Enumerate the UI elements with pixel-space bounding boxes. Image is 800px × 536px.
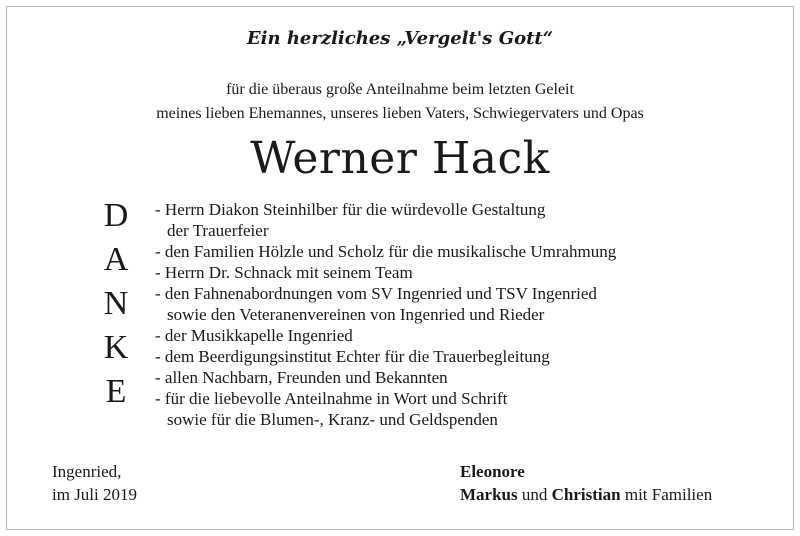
place-date	[52, 460, 137, 506]
danke-letter: K	[103, 329, 129, 366]
thanks-item: - den Familien Hölzle und Scholz für die musikalische Umrahmung	[155, 242, 617, 261]
date: im Juli 2019	[52, 485, 138, 504]
thanks-item-continuation: der Trauerfeier	[167, 221, 269, 240]
danke-letter: A	[103, 241, 129, 278]
signature-connector: mit Familien	[620, 485, 713, 504]
thanks-item: - allen Nachbarn, Freunden und Bekannten	[155, 368, 448, 387]
signature-name: Christian	[551, 485, 621, 504]
intro-text	[0, 78, 800, 126]
thanks-item: - Herrn Diakon Steinhilber für die würdevolle Gestaltung	[155, 200, 546, 219]
thanks-item-continuation: sowie den Veteranenvereinen von Ingenried und Rieder	[167, 305, 545, 324]
thanks-item: - den Fahnenabordnungen vom SV Ingenried und TSV Ingenried	[155, 284, 597, 303]
thanks-item: - der Musikkapelle Ingenried	[155, 326, 353, 345]
thanks-item: - Herrn Dr. Schnack mit seinem Team	[155, 263, 413, 282]
intro-line-2: meines lieben Ehemannes, unseres lieben Vaters, Schwiegervaters und Opas	[156, 105, 644, 122]
place: Ingenried,	[52, 462, 122, 481]
thanks-item: - für die liebevolle Anteilnahme in Wort und Schrift	[155, 389, 508, 408]
signature-connector: und	[517, 485, 552, 504]
intro-line-1: für die überaus große Anteilnahme beim letzten Geleit	[226, 81, 574, 98]
danke-letter: N	[103, 285, 129, 322]
danke-letter: E	[105, 373, 127, 410]
thanks-item-continuation: sowie für die Blumen-, Kranz- und Geldspenden	[167, 410, 498, 429]
notice-heading: Ein herzliches „Vergelt's Gott“	[246, 28, 554, 49]
danke-letter: D	[103, 197, 129, 234]
thanks-item: - dem Beerdigungsinstitut Echter für die Trauerbegleitung	[155, 347, 550, 366]
danke-vertical-word	[96, 194, 136, 414]
signature-block	[460, 460, 712, 506]
thanks-list	[155, 199, 616, 430]
signature-name: Eleonore	[460, 462, 525, 481]
signature-name: Markus	[460, 485, 518, 504]
deceased-name: Werner Hack	[250, 133, 550, 184]
